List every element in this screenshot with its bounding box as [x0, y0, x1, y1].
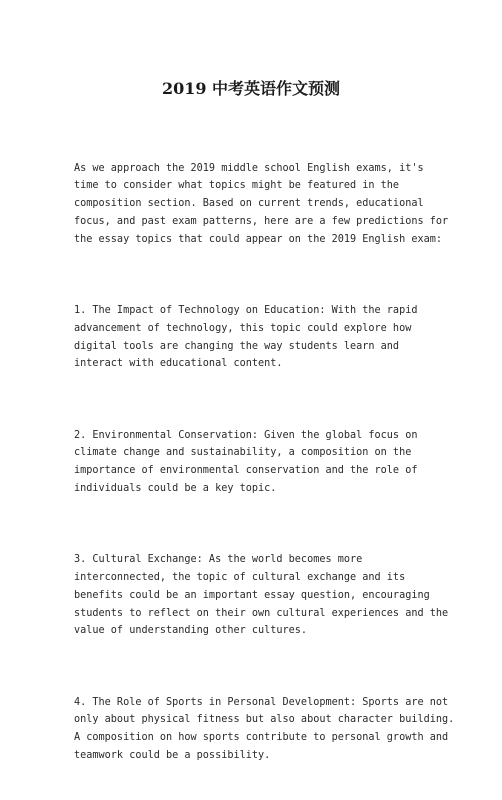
prediction-paragraph-4: 4. The Role of Sports in Personal Development: Sports are not only about physical fitness but also about character building. A composition on how sports contribute to personal growth and teamwork could be a possibility.	[74, 696, 455, 761]
intro-paragraph: As we approach the 2019 middle school English exams, it's time to consider what topics might be featured in the composition section. Based on current trends, educational focus, and past exam patterns, here are a few predictions for the essay topics that could appear on the 2019 English exam:	[74, 162, 449, 245]
prediction-paragraph-2: 2. Environmental Conservation: Given the global focus on climate change and sustainability, a composition on the importance of environmental conservation and the role of individuals could be a key topic.	[74, 429, 418, 494]
prediction-paragraph-3: 3. Cultural Exchange: As the world becomes more interconnected, the topic of cultural exchange and its benefits could be an important essay question, encouraging students to reflect on their own cultural experiences and the value of understanding other cultures.	[74, 554, 449, 637]
prediction-paragraph-1: 1. The Impact of Technology on Education: With the rapid advancement of technology, this topic could explore how digital tools are changing the way students learn and interact with educational content.	[74, 304, 418, 370]
document-body	[74, 124, 455, 800]
document-title: 2019 中考英语作文预测	[161, 79, 341, 98]
